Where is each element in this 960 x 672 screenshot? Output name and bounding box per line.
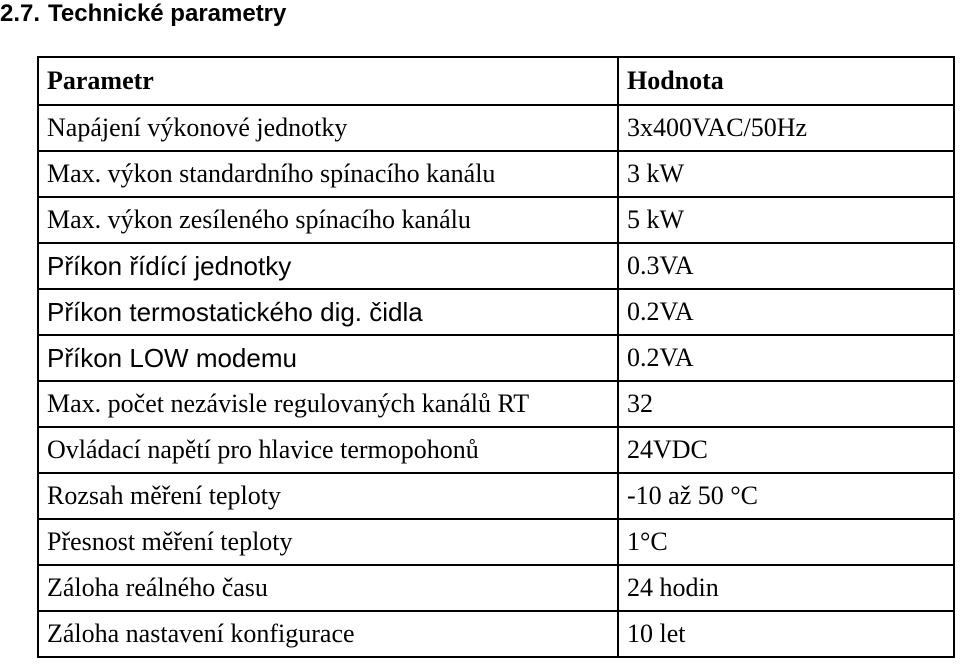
table-row bbox=[38, 611, 954, 657]
row-parameter: Příkon řídící jednotky bbox=[38, 243, 618, 289]
table-header-row bbox=[38, 57, 954, 105]
table-row bbox=[38, 289, 954, 335]
row-parameter: Max. počet nezávisle regulovaných kanálů RT bbox=[38, 381, 618, 427]
row-parameter: Ovládací napětí pro hlavice termopohonů bbox=[38, 427, 618, 473]
row-value: 24VDC bbox=[618, 427, 954, 473]
row-value: 1°C bbox=[618, 519, 954, 565]
table-row bbox=[38, 197, 954, 243]
row-parameter: Příkon termostatického dig. čidla bbox=[38, 289, 618, 335]
table-row bbox=[38, 151, 954, 197]
row-value: 5 kW bbox=[618, 197, 954, 243]
row-value: 10 let bbox=[618, 611, 954, 657]
row-value: 3 kW bbox=[618, 151, 954, 197]
row-value: 0.3VA bbox=[618, 243, 954, 289]
table-row bbox=[38, 381, 954, 427]
row-value: 32 bbox=[618, 381, 954, 427]
section-heading bbox=[0, 0, 286, 28]
row-value: -10 až 50 °C bbox=[618, 473, 954, 519]
row-parameter: Záloha reálného času bbox=[38, 565, 618, 611]
header-value: Hodnota bbox=[618, 57, 954, 105]
section-number: 2.7. bbox=[0, 0, 41, 27]
section-title: Technické parametry bbox=[48, 0, 287, 27]
row-value: 0.2VA bbox=[618, 289, 954, 335]
table-row bbox=[38, 473, 954, 519]
table-row bbox=[38, 243, 954, 289]
table-row bbox=[38, 105, 954, 151]
row-parameter: Příkon LOW modemu bbox=[38, 335, 618, 381]
table-row bbox=[38, 335, 954, 381]
row-parameter: Max. výkon zesíleného spínacího kanálu bbox=[38, 197, 618, 243]
header-parameter: Parametr bbox=[38, 57, 618, 105]
table-row bbox=[38, 427, 954, 473]
row-value: 3x400VAC/50Hz bbox=[618, 105, 954, 151]
table-row bbox=[38, 519, 954, 565]
row-value: 24 hodin bbox=[618, 565, 954, 611]
technical-parameters-table bbox=[37, 56, 955, 658]
row-value: 0.2VA bbox=[618, 335, 954, 381]
row-parameter: Napájení výkonové jednotky bbox=[38, 105, 618, 151]
row-parameter: Rozsah měření teploty bbox=[38, 473, 618, 519]
table-row bbox=[38, 565, 954, 611]
row-parameter: Přesnost měření teploty bbox=[38, 519, 618, 565]
row-parameter: Max. výkon standardního spínacího kanálu bbox=[38, 151, 618, 197]
row-parameter: Záloha nastavení konfigurace bbox=[38, 611, 618, 657]
